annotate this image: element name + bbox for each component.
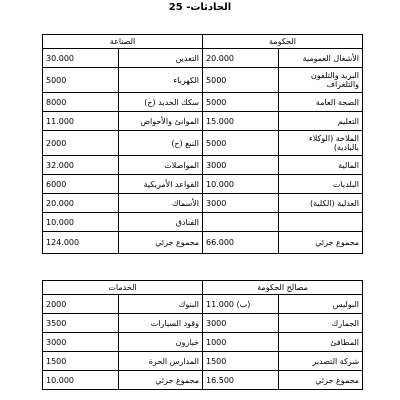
cell-value: 5000 — [43, 68, 119, 93]
table-row — [43, 333, 363, 352]
table-row — [43, 49, 363, 68]
cell-label: الجمارك — [279, 314, 363, 333]
cell-label: الموانئ والأحواض — [119, 112, 203, 131]
table-row — [43, 232, 363, 254]
cell-label: البنوك — [119, 295, 203, 314]
cell-label: مجموع جزئي — [279, 232, 363, 254]
table-row — [43, 68, 363, 93]
cell-label: البلديات — [279, 175, 363, 194]
cell-value: 3500 — [43, 314, 119, 333]
table-row — [43, 175, 363, 194]
table-row — [43, 314, 363, 333]
cell-value: 30.000 — [43, 49, 119, 68]
cell-value: 5000 — [203, 68, 279, 93]
header-industry: الصناعة — [43, 35, 203, 49]
cell-value — [203, 213, 279, 232]
cell-value: 20.000 — [43, 194, 119, 213]
cell-value: 3000 — [43, 333, 119, 352]
cell-label: مجموع جزئي — [119, 371, 203, 390]
cell-value: 2000 — [43, 131, 119, 156]
header-services: الخدمات — [43, 281, 203, 295]
cell-label: الفنادق — [119, 213, 203, 232]
cell-label: الكهرباء — [119, 68, 203, 93]
cell-label: سكك الحديد (ح) — [119, 93, 203, 112]
cell-label: المدارس الحرة — [119, 352, 203, 371]
cell-value: 15.000 — [203, 112, 279, 131]
table-row — [43, 352, 363, 371]
cell-label: شركة التصدير — [279, 352, 363, 371]
page-title: الحادثات- 25 — [168, 2, 232, 13]
cell-label: التعدين — [119, 49, 203, 68]
cell-value: 10.000 — [203, 175, 279, 194]
table-row — [43, 131, 363, 156]
cell-label: العدلية (الكلية) — [279, 194, 363, 213]
cell-label: الأسماك — [119, 194, 203, 213]
cell-value: 10.000 — [43, 213, 119, 232]
cell-value: 3000 — [203, 314, 279, 333]
cell-label: الأشغال العمومية — [279, 49, 363, 68]
cell-value: 8000 — [43, 93, 119, 112]
cell-label: الملاحة (الوكلاء بالبادية) — [279, 131, 363, 156]
table-row — [43, 213, 363, 232]
cell-value: 6000 — [43, 175, 119, 194]
cell-value: 5000 — [203, 131, 279, 156]
table-row — [43, 194, 363, 213]
cell-value: 20.000 — [203, 49, 279, 68]
table-row — [43, 112, 363, 131]
table-services-departments — [42, 280, 363, 390]
cell-value: 124.000 — [43, 232, 119, 254]
cell-label: البريد والتلفون والتلغراف — [279, 68, 363, 93]
cell-value: 3000 — [203, 194, 279, 213]
cell-value: 11.000 — [43, 112, 119, 131]
cell-label: التعليم — [279, 112, 363, 131]
cell-value: 11.000 (ب) — [203, 295, 279, 314]
cell-label: مجموع جزئي — [279, 371, 363, 390]
table-header-row — [43, 281, 363, 295]
header-government-departments: مصالح الحكومة — [203, 281, 363, 295]
header-government: الحكومة — [203, 35, 363, 49]
cell-value: 1500 — [43, 352, 119, 371]
cell-label: وقود السيارات — [119, 314, 203, 333]
cell-label: المواصلات — [119, 156, 203, 175]
table-header-row — [43, 35, 363, 49]
cell-value: 32.000 — [43, 156, 119, 175]
cell-label: المطافئ — [279, 333, 363, 352]
cell-label: البوليس — [279, 295, 363, 314]
cell-value: 1500 — [203, 352, 279, 371]
cell-value: 66.000 — [203, 232, 279, 254]
table-row — [43, 295, 363, 314]
cell-value: 16.500 — [203, 371, 279, 390]
cell-label — [279, 213, 363, 232]
table-government-industry — [42, 34, 363, 254]
cell-value: 2000 — [43, 295, 119, 314]
table-row — [43, 93, 363, 112]
cell-label: المالية — [279, 156, 363, 175]
cell-value: 10.000 — [43, 371, 119, 390]
cell-value: 3000 — [203, 156, 279, 175]
cell-label: القواعد الأمريكية — [119, 175, 203, 194]
cell-label: الصحة العامة — [279, 93, 363, 112]
cell-label: النبع (ح) — [119, 131, 203, 156]
table-row — [43, 371, 363, 390]
cell-label: مجموع جزئي — [119, 232, 203, 254]
cell-value: 5000 — [203, 93, 279, 112]
cell-label: خبازون — [119, 333, 203, 352]
table-row — [43, 156, 363, 175]
cell-value: 1000 — [203, 333, 279, 352]
